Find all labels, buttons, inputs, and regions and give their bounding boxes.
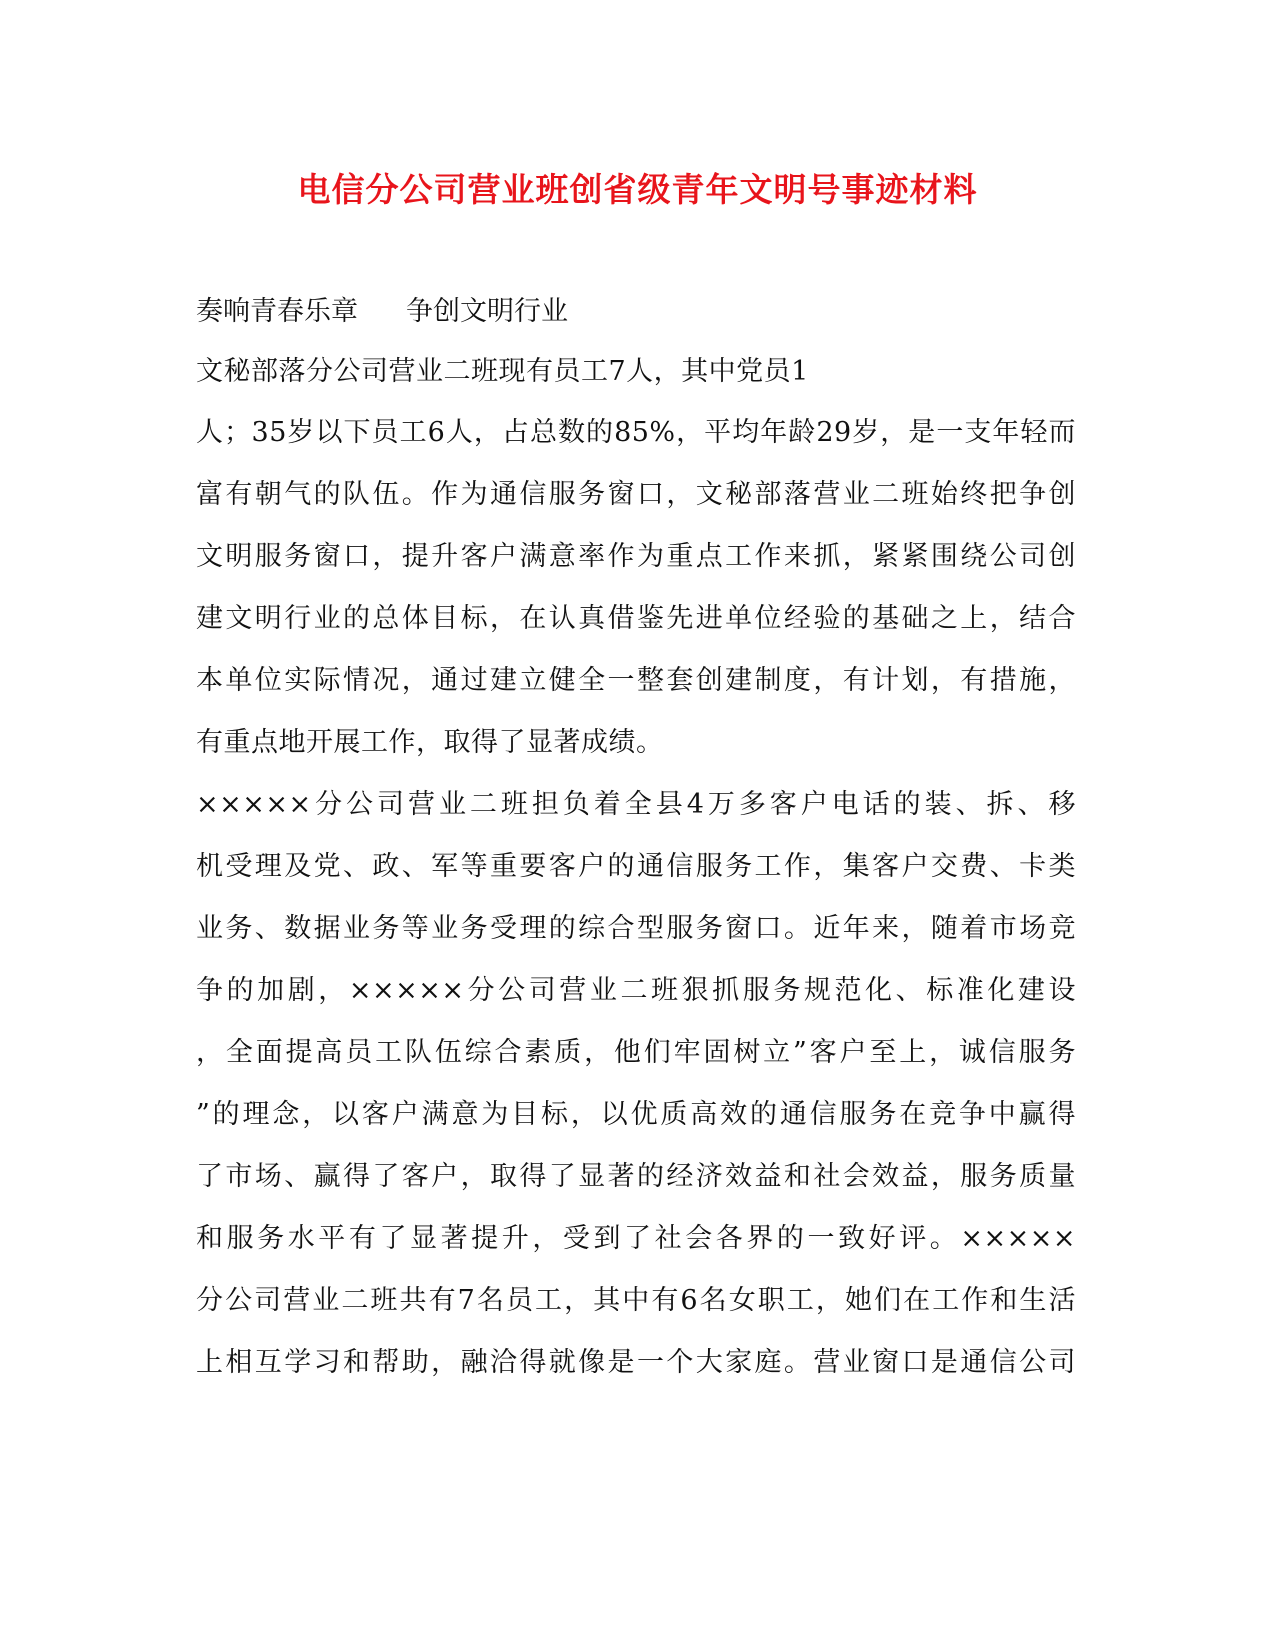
- body-line: 文明服务窗口，提升客户满意率作为重点工作来抓，紧紧围绕公司创: [196, 541, 1076, 572]
- body-line: 了市场、赢得了客户，取得了显著的经济效益和社会效益，服务质量: [196, 1161, 1076, 1192]
- body-line: 富有朝气的队伍。作为通信服务窗口，文秘部落营业二班始终把争创: [196, 479, 1076, 510]
- body-line: 争的加剧，×××××分公司营业二班狠抓服务规范化、标准化建设: [196, 975, 1076, 1006]
- subtitle-right: 争创文明行业: [406, 296, 568, 327]
- body-line: ”的理念，以客户满意为目标，以优质高效的通信服务在竞争中赢得: [196, 1099, 1076, 1130]
- body-line: ×××××分公司营业二班担负着全县4万多客户电话的装、拆、移: [196, 789, 1076, 820]
- body-line: 人；35岁以下员工6人，占总数的85%，平均年龄29岁，是一支年轻而: [196, 417, 1076, 448]
- document-title: 电信分公司营业班创省级青年文明号事迹材料: [297, 170, 978, 209]
- body-line: 有重点地开展工作，取得了显著成绩。: [196, 727, 664, 758]
- body-line: 业务、数据业务等业务受理的综合型服务窗口。近年来，随着市场竞: [196, 913, 1076, 944]
- body-line: 机受理及党、政、军等重要客户的通信服务工作，集客户交费、卡类: [196, 851, 1076, 882]
- body-line: 分公司营业二班共有7名员工，其中有6名女职工，她们在工作和生活: [196, 1285, 1076, 1316]
- document-subtitle: [196, 292, 568, 332]
- body-line: ，全面提高员工队伍综合素质，他们牢固树立”客户至上，诚信服务: [196, 1037, 1076, 1068]
- body-line: 文秘部落分公司营业二班现有员工7人，其中党员1: [196, 356, 809, 387]
- body-line: 上相互学习和帮助，融洽得就像是一个大家庭。营业窗口是通信公司: [196, 1347, 1076, 1378]
- body-line: 建文明行业的总体目标，在认真借鉴先进单位经验的基础之上，结合: [196, 603, 1076, 634]
- body-line: 和服务水平有了显著提升，受到了社会各界的一致好评。×××××: [196, 1223, 1076, 1254]
- subtitle-left: 奏响青春乐章: [196, 296, 358, 327]
- body-line: 本单位实际情况，通过建立健全一整套创建制度，有计划，有措施，: [196, 665, 1076, 696]
